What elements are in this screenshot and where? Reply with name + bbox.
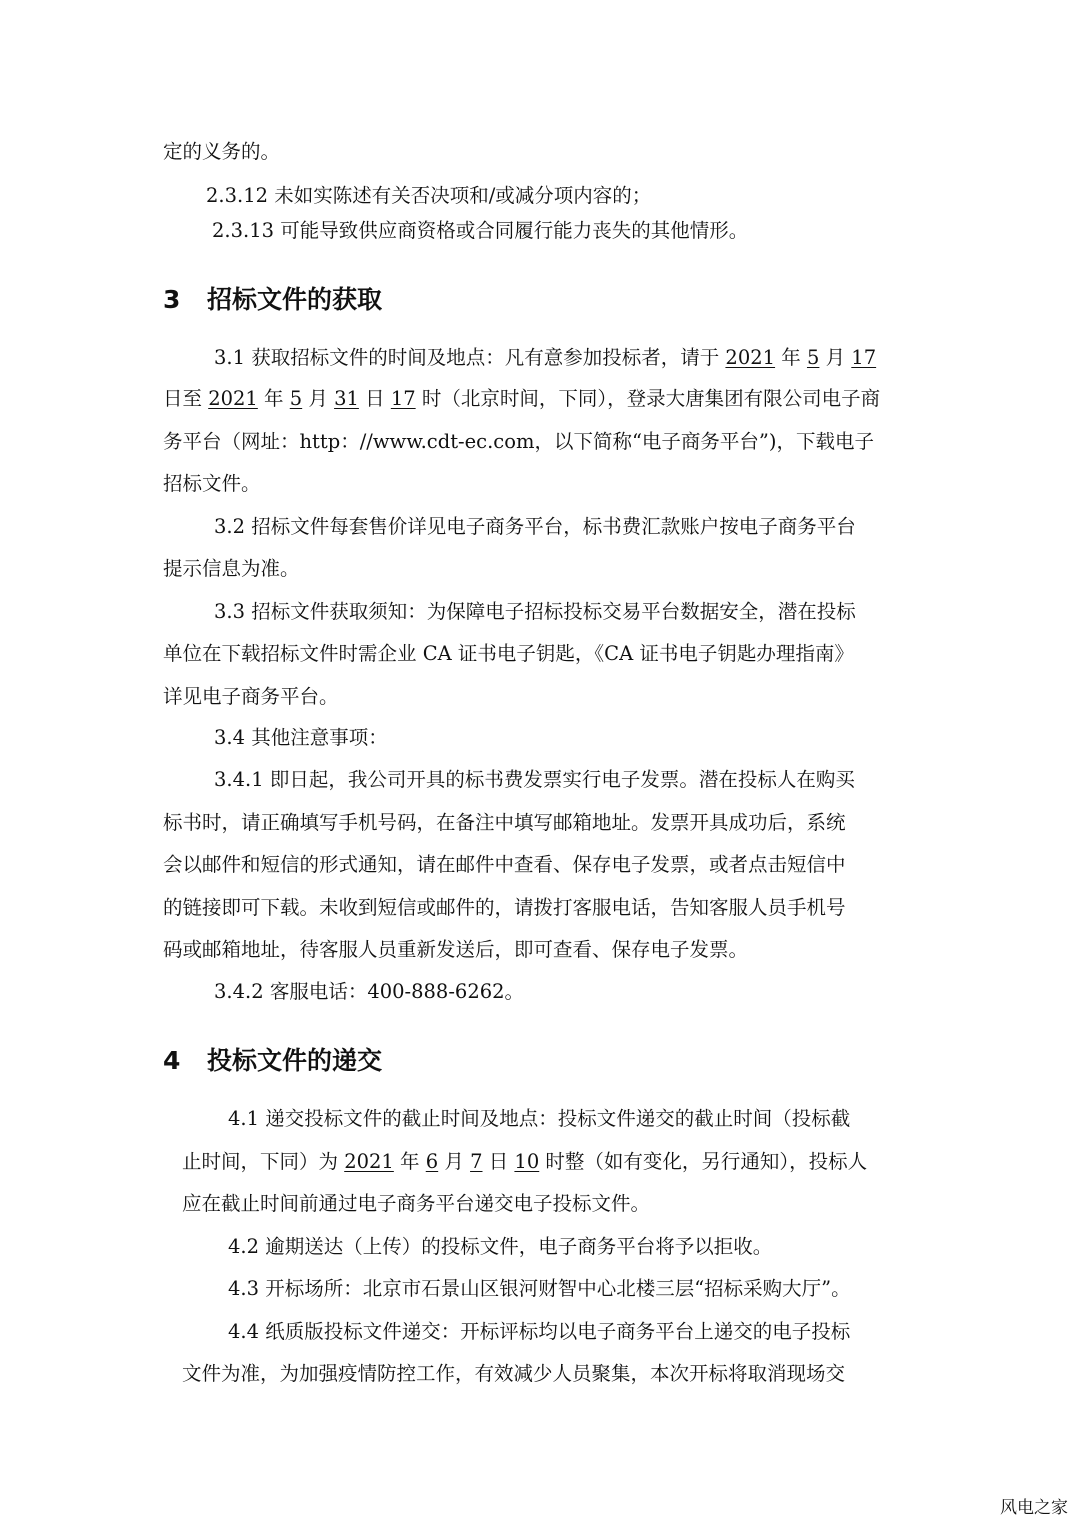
- date-day: 31: [334, 387, 359, 410]
- clause-3-1-line: 务平台（网址：http：//www.cdt-ec.com，以下简称“电子商务平台”)，下载电子: [163, 430, 874, 453]
- text-segment: 月: [302, 387, 335, 410]
- clause-3-3-line: 单位在下载招标文件时需企业 CA 证书电子钥匙，《CA 证书电子钥匙办理指南》: [163, 642, 854, 665]
- clause-3-4-1-line: 会以邮件和短信的形式通知，请在邮件中查看、保存电子发票，或者点击短信中: [163, 853, 846, 876]
- date-month: 6: [425, 1150, 439, 1173]
- date-year: 2021: [344, 1150, 394, 1173]
- date-year: 2021: [725, 346, 776, 369]
- clause-2-3-12: 2.3.12 未如实陈述有关否决项和/或减分项内容的；: [206, 184, 652, 207]
- clause-3-1-line: 招标文件。: [163, 472, 261, 495]
- clause-3-1-line: [163, 384, 880, 414]
- watermark: 风电之家: [1000, 1498, 1068, 1518]
- clause-3-4-1-line: 3.4.1 即日起，我公司开具的标书费发票实行电子发票。潜在投标人在购买: [214, 768, 855, 791]
- date-year: 2021: [208, 387, 258, 410]
- clause-3-2-line: 提示信息为准。: [163, 557, 300, 580]
- clause-3-3-line: 详见电子商务平台。: [163, 685, 339, 708]
- clause-4-4-line: 文件为准，为加强疫情防控工作，有效减少人员聚集，本次开标将取消现场交: [182, 1362, 846, 1385]
- date-hour: 17: [390, 387, 416, 410]
- clause-3-4-2: 3.4.2 客服电话：400-888-6262。: [214, 980, 525, 1003]
- section-number: 3: [163, 285, 181, 314]
- clause-4-4-line: 4.4 纸质版投标文件递交：开标评标均以电子商务平台上递交的电子投标: [228, 1320, 851, 1343]
- text-line: 定的义务的。: [163, 140, 281, 163]
- text-segment: 年: [257, 387, 290, 410]
- section-number: 4: [163, 1046, 181, 1075]
- date-month: 5: [806, 346, 820, 369]
- date-day: 7: [470, 1150, 483, 1173]
- text-segment: 年: [393, 1150, 426, 1173]
- clause-4-2: 4.2 逾期送达（上传）的投标文件，电子商务平台将予以拒收。: [228, 1235, 773, 1258]
- clause-4-1-line: 4.1 递交投标文件的截止时间及地点：投标文件递交的截止时间（投标截: [228, 1107, 851, 1130]
- clause-4-3: 4.3 开标场所：北京市石景山区银河财智中心北楼三层“招标采购大厅”。: [228, 1277, 851, 1300]
- section-3-heading: [163, 282, 382, 318]
- text-segment: 时整（如有变化，另行通知），投标人: [539, 1150, 868, 1173]
- text-segment: 止时间，下同）为: [182, 1150, 345, 1173]
- clause-3-4-1-line: 的链接即可下载。未收到短信或邮件的，请拨打客服电话，告知客服人员手机号: [163, 896, 846, 919]
- text-segment: 月: [819, 346, 852, 369]
- clause-3-3-line: 3.3 招标文件获取须知：为保障电子招标投标交易平台数据安全，潜在投标: [214, 600, 856, 623]
- text-segment: 时（北京时间，下同），登录大唐集团有限公司电子商: [415, 387, 881, 410]
- text-segment: 日: [482, 1150, 515, 1173]
- section-title: 投标文件的递交: [207, 1046, 383, 1075]
- clause-3-4-1-line: 码或邮箱地址，待客服人员重新发送后，即可查看、保存电子发票。: [163, 938, 749, 961]
- section-title: 招标文件的获取: [207, 285, 383, 314]
- text-segment: 日至: [163, 387, 209, 410]
- clause-2-3-13: 2.3.13 可能导致供应商资格或合同履行能力丧失的其他情形。: [212, 219, 749, 242]
- clause-3-4: 3.4 其他注意事项：: [214, 726, 388, 749]
- date-month: 5: [289, 387, 303, 410]
- clause-4-1-line: [182, 1147, 867, 1177]
- text-segment: 日: [358, 387, 391, 410]
- text-segment: 月: [438, 1150, 471, 1173]
- clause-3-2-line: 3.2 招标文件每套售价详见电子商务平台，标书费汇款账户按电子商务平台: [214, 515, 856, 538]
- clause-4-1-line: 应在截止时间前通过电子商务平台递交电子投标文件。: [182, 1192, 651, 1215]
- text-segment: 3.1 获取招标文件的时间及地点：凡有意参加投标者，请于: [214, 346, 726, 369]
- clause-3-1-line: [214, 343, 876, 373]
- text-segment: 年: [775, 346, 807, 369]
- date-hour: 10: [514, 1150, 540, 1173]
- clause-3-4-1-line: 标书时，请正确填写手机号码，在备注中填写邮箱地址。发票开具成功后，系统: [163, 811, 846, 834]
- section-4-heading: [163, 1043, 382, 1079]
- date-day: 17: [851, 346, 877, 369]
